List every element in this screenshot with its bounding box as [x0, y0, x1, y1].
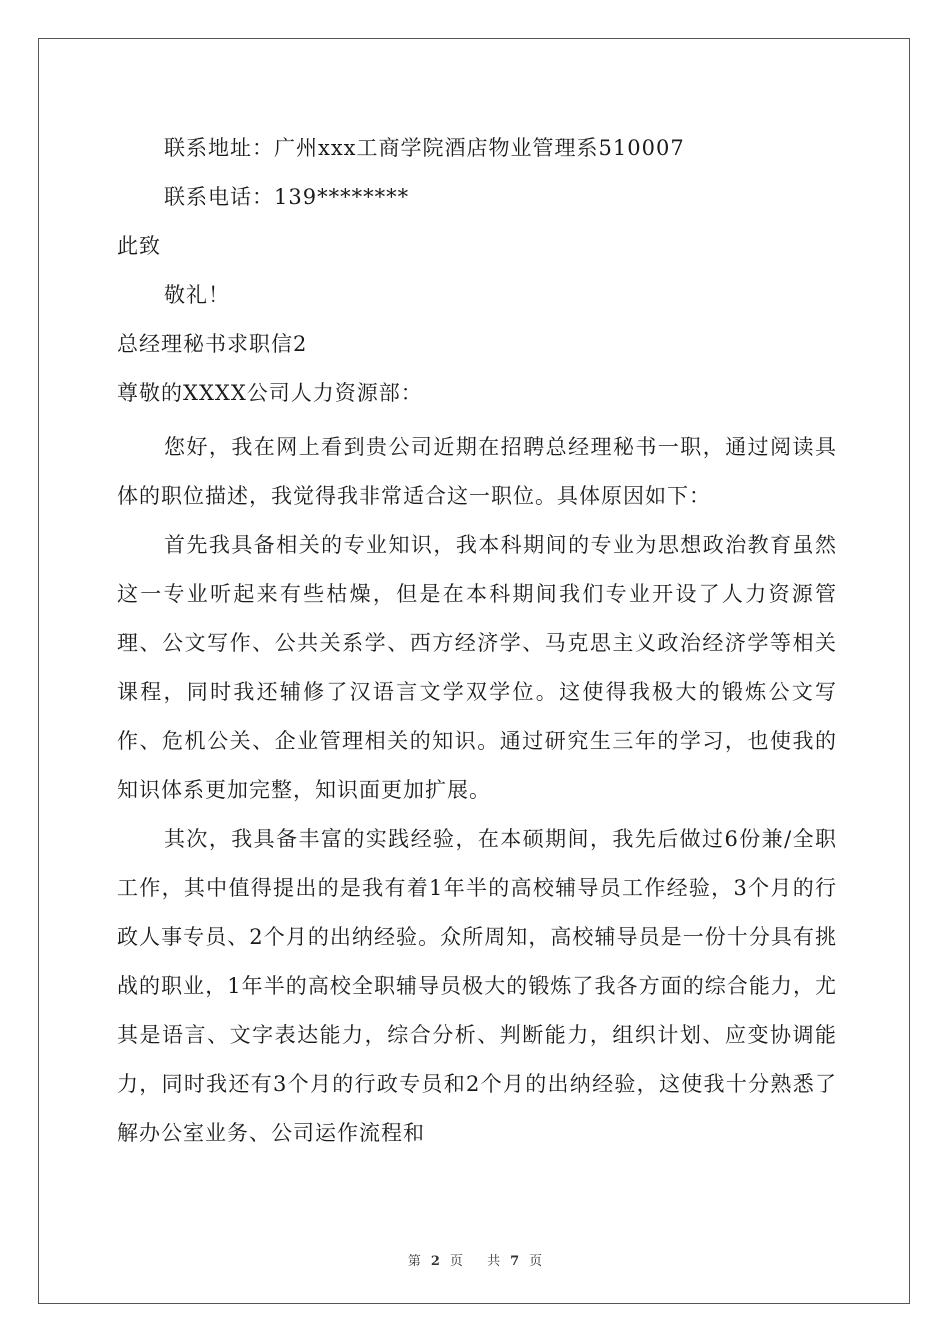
contact-phone: 联系电话：139******** — [164, 185, 410, 209]
page-footer — [0, 1250, 950, 1269]
paragraph-experience: 其次，我具备丰富的实践经验，在本硕期间，我先后做过6份兼/全职工作，其中值得提出的是我有着1年半的高校辅导员工作经验，3个月的行政人事专员、2个月的出纳经验。众所周知，高校辅导员是一份十分具有挑战的职业，1年半的高校全职辅导员极大的锻炼了我各方面的综合能力，尤其是语言、文字表达能力，综合分析、判断能力，组织计划、应变协调能力，同时我还有3个月的行政专员和2个月的出纳经验，这使我十分熟悉了解办公室业务、公司运作流程和 — [117, 827, 837, 1145]
letter-title: 总经理秘书求职信2 — [117, 332, 308, 356]
paragraph-knowledge: 首先我具备相关的专业知识，我本科期间的专业为思想政治教育虽然这一专业听起来有些枯燥，但是在本科期间我们专业开设了人力资源管理、公文写作、公共关系学、西方经济学、马克思主义政治经济学等相关课程，同时我还辅修了汉语言文学双学位。这使得我极大的锻炼公文写作、危机公关、企业管理相关的知识。通过研究生三年的学习，也使我的知识体系更加完整，知识面更加扩展。 — [117, 533, 837, 802]
paragraph-intro: 您好，我在网上看到贵公司近期在招聘总经理秘书一职，通过阅读具体的职位描述，我觉得我非常适合这一职位。具体原因如下： — [117, 435, 837, 508]
salutation: 尊敬的XXXX公司人力资源部： — [117, 381, 423, 405]
closing-line-1: 此致 — [117, 234, 161, 258]
closing-line-2: 敬礼！ — [164, 283, 230, 307]
page-total: 共 7 页 — [487, 1254, 543, 1269]
contact-address: 联系地址：广州xxx工商学院酒店物业管理系510007 — [164, 136, 685, 160]
page-number: 第 2 页 — [407, 1254, 463, 1269]
